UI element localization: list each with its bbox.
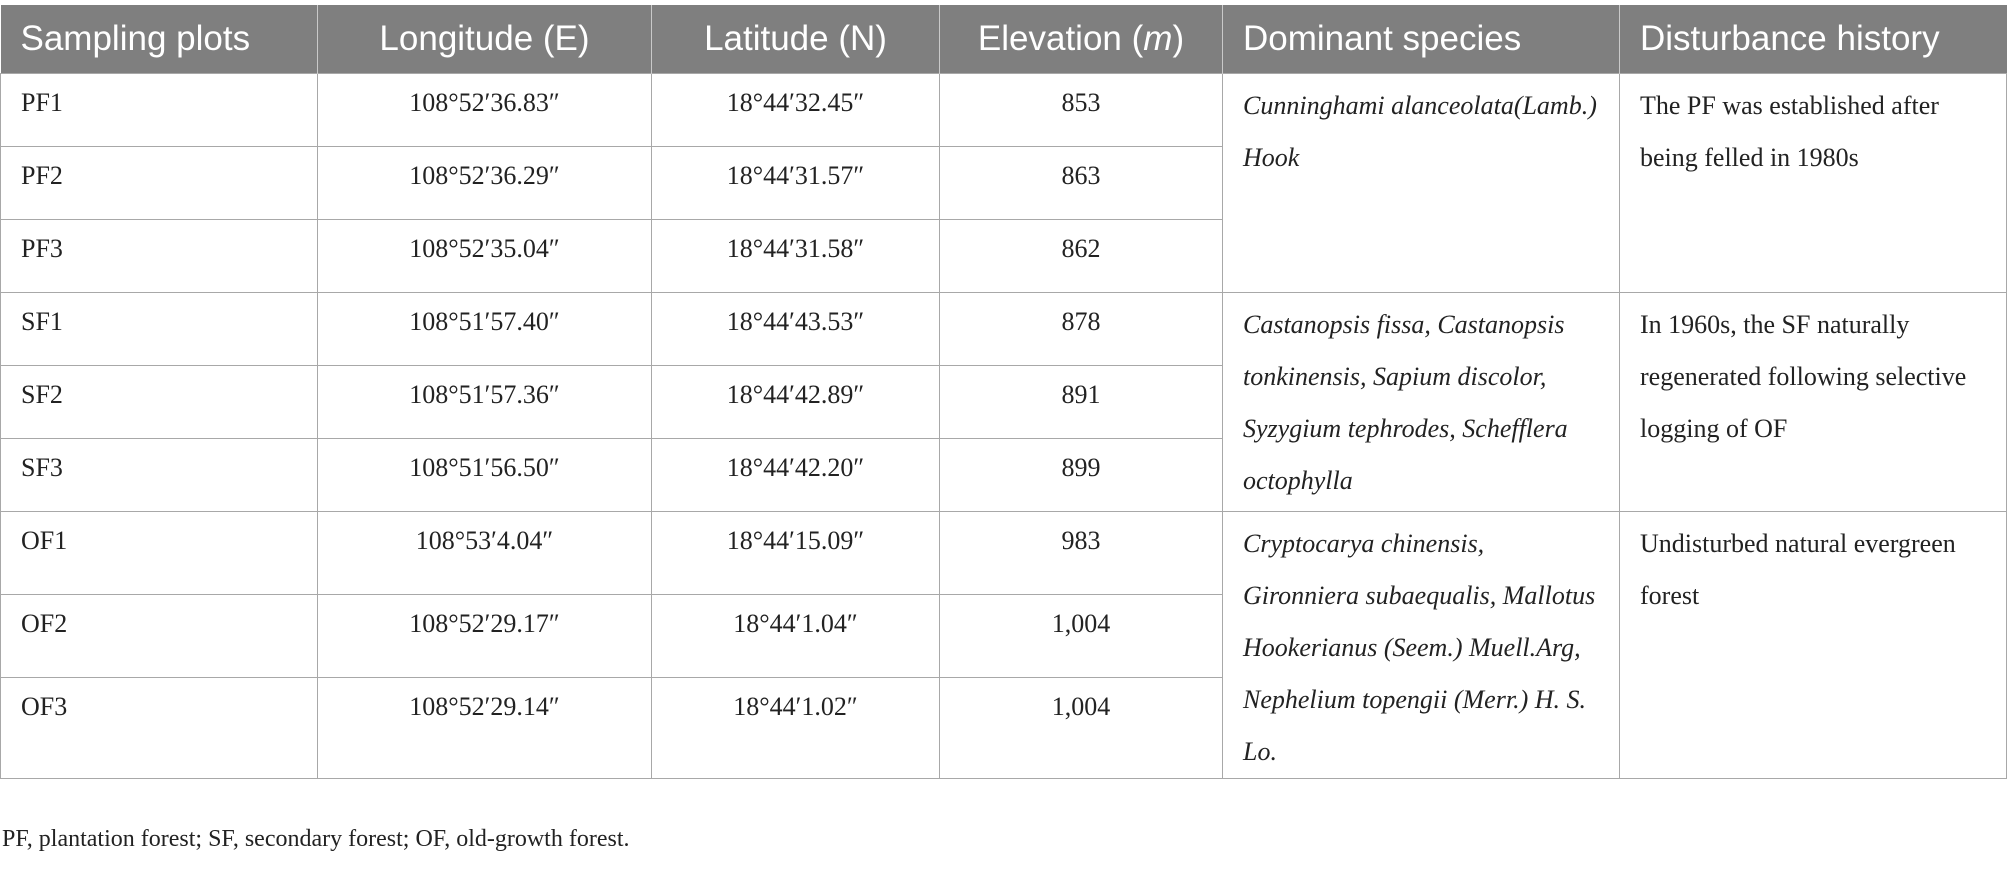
table-row (1, 293, 2007, 366)
table-body (1, 74, 2007, 779)
latitude-cell: 18°44′1.04″ (652, 594, 940, 677)
elevation-cell: 863 (940, 147, 1223, 220)
elevation-cell: 862 (940, 220, 1223, 293)
latitude-cell: 18°44′31.57″ (652, 147, 940, 220)
elevation-cell: 853 (940, 74, 1223, 147)
dominant-species-cell: Cunninghami alanceolata(Lamb.) Hook (1223, 74, 1620, 293)
disturbance-history-cell: In 1960s, the SF naturally regenerated following selective logging of OF (1620, 293, 2007, 512)
header-elevation (940, 5, 1223, 74)
longitude-cell: 108°52′35.04″ (318, 220, 652, 293)
elevation-cell: 1,004 (940, 594, 1223, 677)
table-row (1, 512, 2007, 595)
plot-cell: PF3 (1, 220, 318, 293)
table-row (1, 74, 2007, 147)
latitude-cell: 18°44′15.09″ (652, 512, 940, 595)
header-longitude: Longitude (E) (318, 5, 652, 74)
dominant-species-cell: Castanopsis fissa, Castanopsis tonkinensis, Sapium discolor, Syzygium tephrodes, Schefflera octophylla (1223, 293, 1620, 512)
dominant-species-cell: Cryptocarya chinensis, Gironniera subaequalis, Mallotus Hookerianus (Seem.) Muell.Arg, Nephelium topengii (Merr.) H. S. Lo. (1223, 512, 1620, 779)
latitude-cell: 18°44′42.20″ (652, 439, 940, 512)
elevation-cell: 1,004 (940, 677, 1223, 778)
disturbance-history-cell: The PF was established after being felled in 1980s (1620, 74, 2007, 293)
plot-cell: OF3 (1, 677, 318, 778)
elevation-cell: 983 (940, 512, 1223, 595)
header-dominant-species: Dominant species (1223, 5, 1620, 74)
plot-cell: PF1 (1, 74, 318, 147)
header-elevation-unit: m (1143, 19, 1173, 58)
header-elevation-close: ) (1172, 19, 1185, 58)
header-row (1, 5, 2007, 74)
plot-cell: OF1 (1, 512, 318, 595)
plot-cell: PF2 (1, 147, 318, 220)
latitude-cell: 18°44′43.53″ (652, 293, 940, 366)
header-latitude: Latitude (N) (652, 5, 940, 74)
table-footnote: PF, plantation forest; SF, secondary forest; OF, old-growth forest. (2, 826, 630, 852)
header-sampling-plots: Sampling plots (1, 5, 318, 74)
plot-cell: SF2 (1, 366, 318, 439)
elevation-cell: 878 (940, 293, 1223, 366)
longitude-cell: 108°52′29.17″ (318, 594, 652, 677)
longitude-cell: 108°52′36.83″ (318, 74, 652, 147)
plot-cell: SF3 (1, 439, 318, 512)
longitude-cell: 108°53′4.04″ (318, 512, 652, 595)
latitude-cell: 18°44′31.58″ (652, 220, 940, 293)
plot-cell: OF2 (1, 594, 318, 677)
header-disturbance-history: Disturbance history (1620, 5, 2007, 74)
disturbance-history-cell: Undisturbed natural evergreen forest (1620, 512, 2007, 779)
longitude-cell: 108°52′29.14″ (318, 677, 652, 778)
forest-plots-table (0, 5, 2007, 779)
elevation-cell: 891 (940, 366, 1223, 439)
header-elevation-label: Elevation ( (977, 19, 1144, 58)
latitude-cell: 18°44′32.45″ (652, 74, 940, 147)
latitude-cell: 18°44′42.89″ (652, 366, 940, 439)
longitude-cell: 108°52′36.29″ (318, 147, 652, 220)
longitude-cell: 108°51′56.50″ (318, 439, 652, 512)
longitude-cell: 108°51′57.40″ (318, 293, 652, 366)
longitude-cell: 108°51′57.36″ (318, 366, 652, 439)
latitude-cell: 18°44′1.02″ (652, 677, 940, 778)
plot-cell: SF1 (1, 293, 318, 366)
elevation-cell: 899 (940, 439, 1223, 512)
table-header (1, 5, 2007, 74)
